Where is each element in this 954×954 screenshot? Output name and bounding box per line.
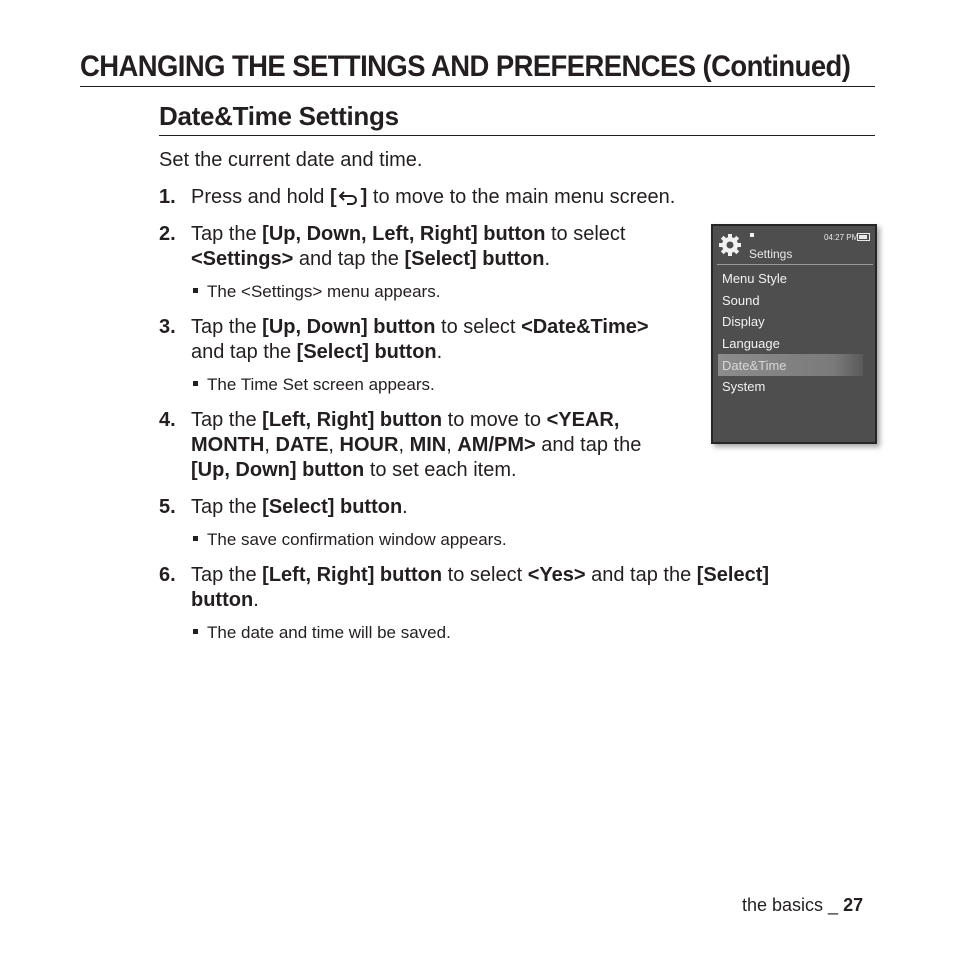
step-2-note: The <Settings> menu appears. xyxy=(193,282,440,302)
status-dot xyxy=(750,233,754,237)
battery-icon xyxy=(857,233,870,241)
step-4-line-1: Tap the [Left, Right] button to move to <YEAR, xyxy=(191,409,620,431)
step-3-line-1: Tap the [Up, Down] button to select <Date&Time> xyxy=(191,316,649,338)
step-6-line-1: Tap the [Left, Right] button to select <Yes> and tap the [Select] xyxy=(191,564,770,586)
menu-item-sound[interactable]: Sound xyxy=(722,293,760,308)
step-2-number: 2. xyxy=(159,223,176,245)
step-3-number: 3. xyxy=(159,316,176,338)
step-6-note: The date and time will be saved. xyxy=(193,623,451,643)
step-1-text: Press and hold [ ] to move to the main menu screen. xyxy=(191,186,676,208)
page-footer: the basics _ 27 xyxy=(742,895,864,915)
return-icon xyxy=(338,189,360,205)
page-number: 27 xyxy=(843,895,864,915)
step-1-number: 1. xyxy=(159,186,176,208)
menu-item-system[interactable]: System xyxy=(722,379,766,394)
page-title: CHANGING THE SETTINGS AND PREFERENCES (Continued) xyxy=(80,50,851,83)
title-divider xyxy=(80,86,875,87)
step-4-line-3: [Up, Down] button to set each item. xyxy=(191,459,517,481)
device-header-divider xyxy=(717,264,873,265)
step-5-number: 5. xyxy=(159,496,176,518)
device-clock: 04:27 PM xyxy=(824,233,859,242)
menu-item-date-time[interactable]: Date&Time xyxy=(722,358,787,373)
bullet-icon xyxy=(193,536,198,541)
step-2-line-2: <Settings> and tap the [Select] button. xyxy=(191,248,551,270)
device-screenshot xyxy=(711,224,877,444)
section-title: Date&Time Settings xyxy=(159,101,399,131)
step-6-number: 6. xyxy=(159,564,176,586)
gear-icon xyxy=(718,233,742,257)
step-5-line-1: Tap the [Select] button. xyxy=(191,496,408,518)
menu-item-menu-style[interactable]: Menu Style xyxy=(722,271,788,286)
step-2-line-1: Tap the [Up, Down, Left, Right] button to select xyxy=(191,223,626,245)
bullet-icon xyxy=(193,629,198,634)
bullet-icon xyxy=(193,288,198,293)
section-intro: Set the current date and time. xyxy=(159,149,423,171)
step-4-line-2: MONTH, DATE, HOUR, MIN, AM/PM> and tap the xyxy=(191,434,642,456)
step-3-line-2: and tap the [Select] button. xyxy=(191,341,443,363)
device-header xyxy=(713,226,875,262)
section-divider xyxy=(159,135,875,136)
step-3-note: The Time Set screen appears. xyxy=(193,375,435,395)
menu-item-language[interactable]: Language xyxy=(722,336,780,351)
step-6-line-2: button. xyxy=(191,589,259,611)
bullet-icon xyxy=(193,381,198,386)
menu-item-display[interactable]: Display xyxy=(722,314,765,329)
step-5-note: The save confirmation window appears. xyxy=(193,530,507,550)
device-title: Settings xyxy=(749,247,793,261)
step-4-number: 4. xyxy=(159,409,176,431)
